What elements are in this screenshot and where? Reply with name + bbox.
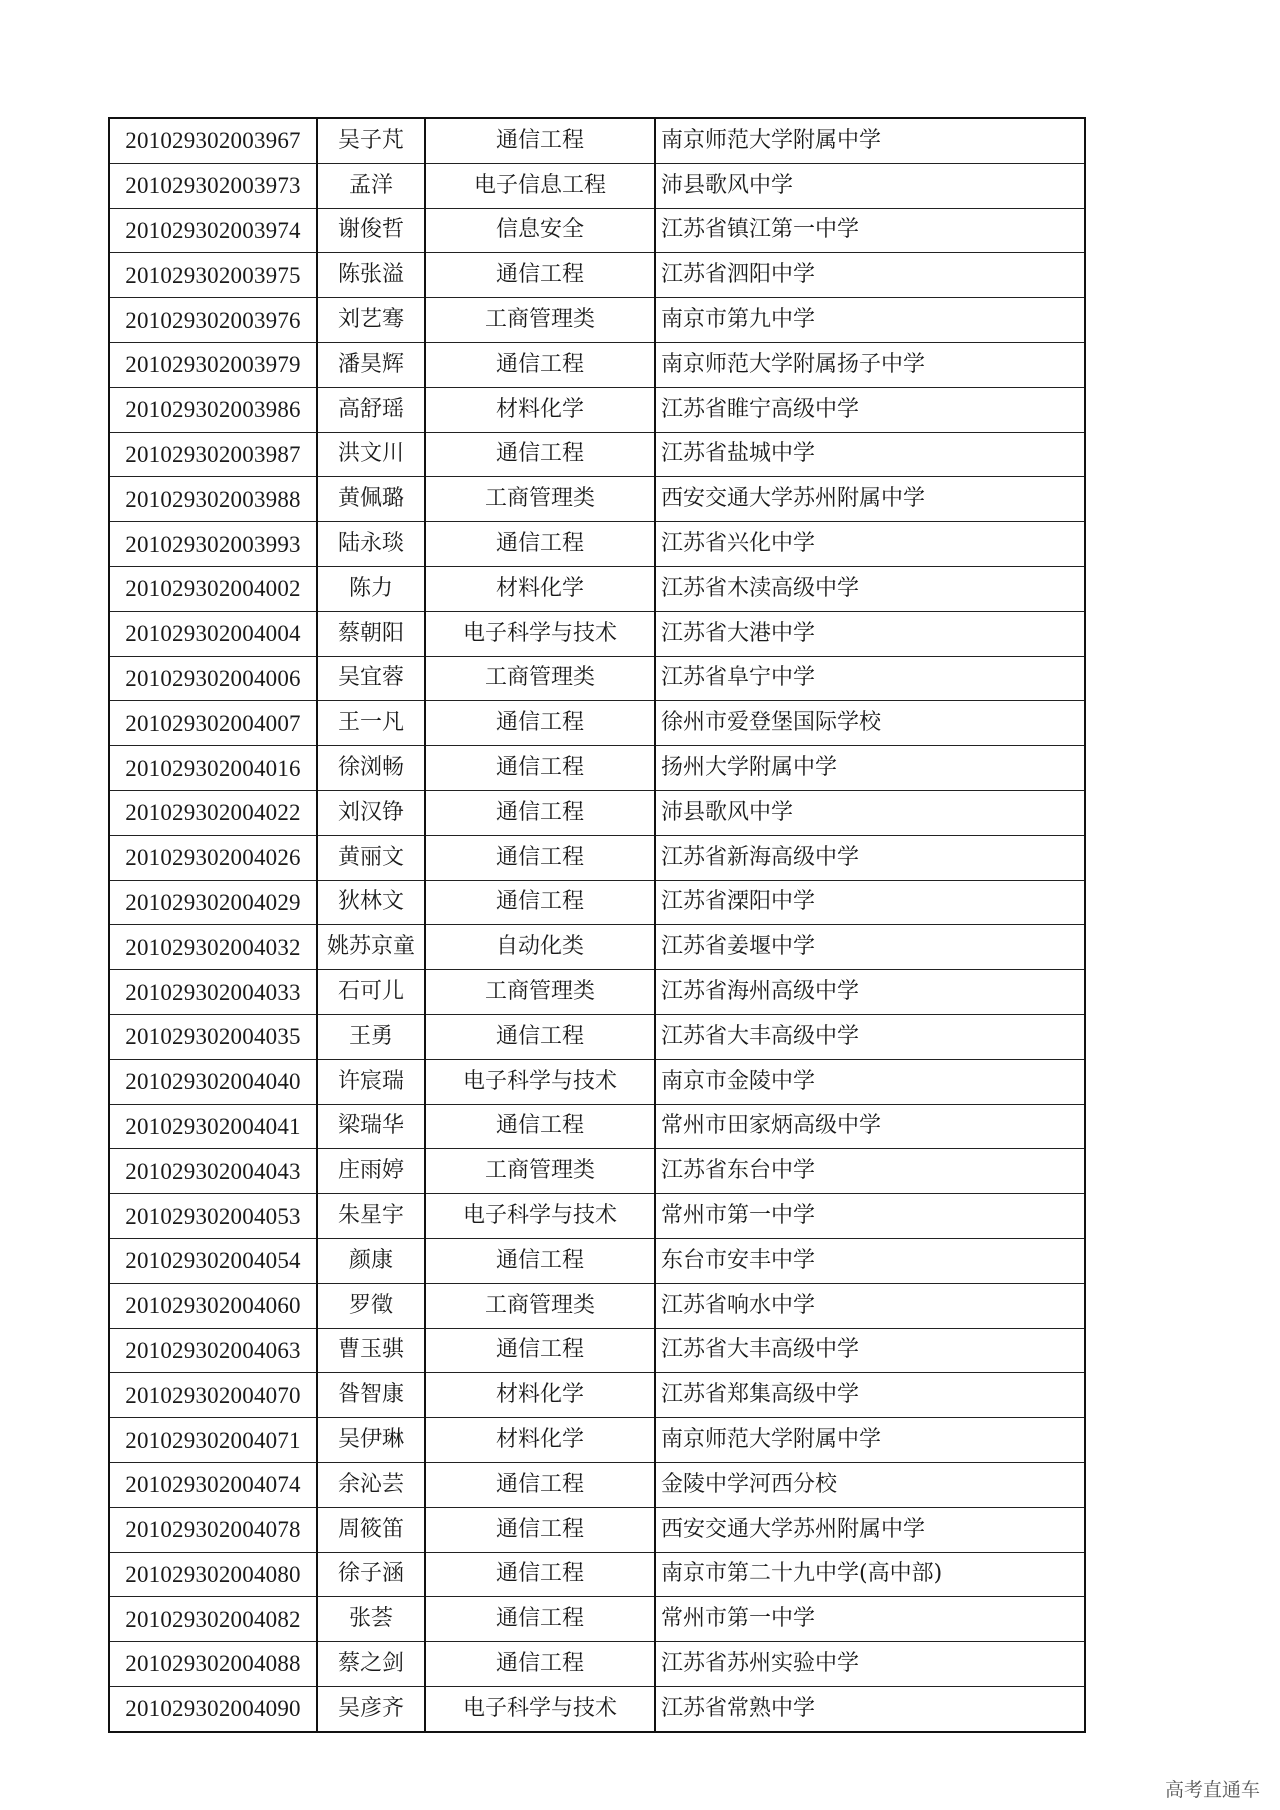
table-row — [109, 118, 1085, 163]
major-cell: 工商管理类 — [425, 1283, 655, 1328]
candidate-id-cell: 201029302004060 — [109, 1283, 317, 1328]
school-cell: 江苏省苏州实验中学 — [655, 1642, 1085, 1687]
major-cell: 电子科学与技术 — [425, 1059, 655, 1104]
major-cell: 通信工程 — [425, 1104, 655, 1149]
major-cell: 材料化学 — [425, 1418, 655, 1463]
candidate-id-cell: 201029302004053 — [109, 1194, 317, 1239]
roster-table-body — [109, 118, 1085, 1732]
table-row — [109, 1104, 1085, 1149]
table-row — [109, 208, 1085, 253]
candidate-id-cell: 201029302004035 — [109, 1014, 317, 1059]
student-name-cell: 狄林文 — [317, 880, 425, 925]
school-cell: 江苏省东台中学 — [655, 1149, 1085, 1194]
candidate-id-cell: 201029302004088 — [109, 1642, 317, 1687]
candidate-id-cell: 201029302003988 — [109, 477, 317, 522]
candidate-id-cell: 201029302004006 — [109, 656, 317, 701]
major-cell: 材料化学 — [425, 387, 655, 432]
candidate-id-cell: 201029302004002 — [109, 566, 317, 611]
major-cell: 工商管理类 — [425, 477, 655, 522]
student-name-cell: 蔡朝阳 — [317, 611, 425, 656]
candidate-id-cell: 201029302004022 — [109, 790, 317, 835]
school-cell: 江苏省大丰高级中学 — [655, 1014, 1085, 1059]
school-cell: 江苏省海州高级中学 — [655, 970, 1085, 1015]
student-name-cell: 庄雨婷 — [317, 1149, 425, 1194]
table-row — [109, 746, 1085, 791]
school-cell: 南京师范大学附属中学 — [655, 118, 1085, 163]
candidate-id-cell: 201029302003986 — [109, 387, 317, 432]
major-cell: 通信工程 — [425, 1462, 655, 1507]
table-row — [109, 477, 1085, 522]
school-cell: 江苏省镇江第一中学 — [655, 208, 1085, 253]
school-cell: 常州市第一中学 — [655, 1194, 1085, 1239]
major-cell: 通信工程 — [425, 1597, 655, 1642]
candidate-id-cell: 201029302004029 — [109, 880, 317, 925]
student-name-cell: 吴子芃 — [317, 118, 425, 163]
major-cell: 自动化类 — [425, 925, 655, 970]
table-row — [109, 1149, 1085, 1194]
student-name-cell: 徐子涵 — [317, 1552, 425, 1597]
school-cell: 江苏省木渎高级中学 — [655, 566, 1085, 611]
student-name-cell: 洪文川 — [317, 432, 425, 477]
table-row — [109, 1373, 1085, 1418]
candidate-id-cell: 201029302004043 — [109, 1149, 317, 1194]
admission-roster-table — [108, 117, 1086, 1733]
student-name-cell: 朱星宇 — [317, 1194, 425, 1239]
student-name-cell: 余沁芸 — [317, 1462, 425, 1507]
school-cell: 江苏省盐城中学 — [655, 432, 1085, 477]
major-cell: 通信工程 — [425, 701, 655, 746]
student-name-cell: 陈力 — [317, 566, 425, 611]
candidate-id-cell: 201029302004090 — [109, 1686, 317, 1731]
candidate-id-cell: 201029302003976 — [109, 298, 317, 343]
major-cell: 通信工程 — [425, 1642, 655, 1687]
major-cell: 信息安全 — [425, 208, 655, 253]
school-cell: 江苏省睢宁高级中学 — [655, 387, 1085, 432]
student-name-cell: 徐浏畅 — [317, 746, 425, 791]
table-row — [109, 253, 1085, 298]
student-name-cell: 周筱笛 — [317, 1507, 425, 1552]
major-cell: 电子信息工程 — [425, 163, 655, 208]
school-cell: 金陵中学河西分校 — [655, 1462, 1085, 1507]
student-name-cell: 陆永琰 — [317, 522, 425, 567]
major-cell: 通信工程 — [425, 1552, 655, 1597]
student-name-cell: 王一凡 — [317, 701, 425, 746]
candidate-id-cell: 201029302003975 — [109, 253, 317, 298]
student-name-cell: 王勇 — [317, 1014, 425, 1059]
table-row — [109, 790, 1085, 835]
student-name-cell: 姚苏京童 — [317, 925, 425, 970]
table-row — [109, 1642, 1085, 1687]
student-name-cell: 张荟 — [317, 1597, 425, 1642]
school-cell: 常州市第一中学 — [655, 1597, 1085, 1642]
school-cell: 江苏省新海高级中学 — [655, 835, 1085, 880]
student-name-cell: 高舒瑶 — [317, 387, 425, 432]
student-name-cell: 吴伊琳 — [317, 1418, 425, 1463]
table-row — [109, 880, 1085, 925]
candidate-id-cell: 201029302004074 — [109, 1462, 317, 1507]
table-row — [109, 522, 1085, 567]
school-cell: 江苏省阜宁中学 — [655, 656, 1085, 701]
candidate-id-cell: 201029302004032 — [109, 925, 317, 970]
table-row — [109, 1552, 1085, 1597]
candidate-id-cell: 201029302004063 — [109, 1328, 317, 1373]
candidate-id-cell: 201029302004071 — [109, 1418, 317, 1463]
school-cell: 江苏省大丰高级中学 — [655, 1328, 1085, 1373]
candidate-id-cell: 201029302004078 — [109, 1507, 317, 1552]
major-cell: 通信工程 — [425, 253, 655, 298]
major-cell: 通信工程 — [425, 1328, 655, 1373]
school-cell: 沛县歌风中学 — [655, 790, 1085, 835]
student-name-cell: 石可儿 — [317, 970, 425, 1015]
major-cell: 工商管理类 — [425, 1149, 655, 1194]
school-cell: 江苏省泗阳中学 — [655, 253, 1085, 298]
major-cell: 工商管理类 — [425, 970, 655, 1015]
school-cell: 南京师范大学附属扬子中学 — [655, 342, 1085, 387]
table-row — [109, 1059, 1085, 1104]
student-name-cell: 吴彦齐 — [317, 1686, 425, 1731]
table-row — [109, 1686, 1085, 1731]
student-name-cell: 刘艺骞 — [317, 298, 425, 343]
school-cell: 江苏省大港中学 — [655, 611, 1085, 656]
watermark-text: 高考直通车 — [1164, 1779, 1260, 1801]
major-cell: 通信工程 — [425, 522, 655, 567]
candidate-id-cell: 201029302004082 — [109, 1597, 317, 1642]
school-cell: 江苏省常熟中学 — [655, 1686, 1085, 1731]
table-row — [109, 163, 1085, 208]
table-row — [109, 1014, 1085, 1059]
major-cell: 通信工程 — [425, 835, 655, 880]
school-cell: 东台市安丰中学 — [655, 1238, 1085, 1283]
table-row — [109, 701, 1085, 746]
major-cell: 通信工程 — [425, 432, 655, 477]
student-name-cell: 蔡之剑 — [317, 1642, 425, 1687]
table-row — [109, 387, 1085, 432]
school-cell: 沛县歌风中学 — [655, 163, 1085, 208]
table-row — [109, 1418, 1085, 1463]
candidate-id-cell: 201029302004070 — [109, 1373, 317, 1418]
candidate-id-cell: 201029302003993 — [109, 522, 317, 567]
table-row — [109, 970, 1085, 1015]
major-cell: 工商管理类 — [425, 656, 655, 701]
candidate-id-cell: 201029302004054 — [109, 1238, 317, 1283]
candidate-id-cell: 201029302004041 — [109, 1104, 317, 1149]
candidate-id-cell: 201029302003979 — [109, 342, 317, 387]
table-row — [109, 611, 1085, 656]
candidate-id-cell: 201029302004004 — [109, 611, 317, 656]
table-row — [109, 298, 1085, 343]
student-name-cell: 梁瑞华 — [317, 1104, 425, 1149]
student-name-cell: 曹玉骐 — [317, 1328, 425, 1373]
student-name-cell: 黄丽文 — [317, 835, 425, 880]
school-cell: 徐州市爱登堡国际学校 — [655, 701, 1085, 746]
table-row — [109, 566, 1085, 611]
major-cell: 通信工程 — [425, 746, 655, 791]
school-cell: 江苏省郑集高级中学 — [655, 1373, 1085, 1418]
school-cell: 南京市第九中学 — [655, 298, 1085, 343]
major-cell: 通信工程 — [425, 1507, 655, 1552]
major-cell: 通信工程 — [425, 1238, 655, 1283]
table-row — [109, 1194, 1085, 1239]
school-cell: 江苏省兴化中学 — [655, 522, 1085, 567]
student-name-cell: 许宸瑞 — [317, 1059, 425, 1104]
student-name-cell: 孟洋 — [317, 163, 425, 208]
candidate-id-cell: 201029302004026 — [109, 835, 317, 880]
student-name-cell: 吴宜蓉 — [317, 656, 425, 701]
candidate-id-cell: 201029302004016 — [109, 746, 317, 791]
candidate-id-cell: 201029302003974 — [109, 208, 317, 253]
student-name-cell: 刘汉铮 — [317, 790, 425, 835]
major-cell: 材料化学 — [425, 566, 655, 611]
major-cell: 通信工程 — [425, 880, 655, 925]
table-row — [109, 1328, 1085, 1373]
candidate-id-cell: 201029302004033 — [109, 970, 317, 1015]
table-row — [109, 432, 1085, 477]
candidate-id-cell: 201029302004040 — [109, 1059, 317, 1104]
major-cell: 电子科学与技术 — [425, 1686, 655, 1731]
school-cell: 西安交通大学苏州附属中学 — [655, 1507, 1085, 1552]
student-name-cell: 谢俊哲 — [317, 208, 425, 253]
candidate-id-cell: 201029302003973 — [109, 163, 317, 208]
table-row — [109, 835, 1085, 880]
table-row — [109, 1238, 1085, 1283]
major-cell: 工商管理类 — [425, 298, 655, 343]
school-cell: 南京市第二十九中学(高中部) — [655, 1552, 1085, 1597]
table-row — [109, 1507, 1085, 1552]
candidate-id-cell: 201029302003967 — [109, 118, 317, 163]
school-cell: 江苏省响水中学 — [655, 1283, 1085, 1328]
school-cell: 扬州大学附属中学 — [655, 746, 1085, 791]
major-cell: 通信工程 — [425, 118, 655, 163]
student-name-cell: 潘昊辉 — [317, 342, 425, 387]
table-row — [109, 342, 1085, 387]
table-row — [109, 1597, 1085, 1642]
table-row — [109, 1462, 1085, 1507]
major-cell: 电子科学与技术 — [425, 1194, 655, 1239]
major-cell: 电子科学与技术 — [425, 611, 655, 656]
school-cell: 江苏省姜堰中学 — [655, 925, 1085, 970]
school-cell: 常州市田家炳高级中学 — [655, 1104, 1085, 1149]
student-name-cell: 昝智康 — [317, 1373, 425, 1418]
major-cell: 通信工程 — [425, 790, 655, 835]
student-name-cell: 陈张溢 — [317, 253, 425, 298]
school-cell: 江苏省溧阳中学 — [655, 880, 1085, 925]
table-row — [109, 656, 1085, 701]
school-cell: 南京师范大学附属中学 — [655, 1418, 1085, 1463]
table-row — [109, 1283, 1085, 1328]
school-cell: 西安交通大学苏州附属中学 — [655, 477, 1085, 522]
major-cell: 材料化学 — [425, 1373, 655, 1418]
major-cell: 通信工程 — [425, 1014, 655, 1059]
student-name-cell: 黄佩璐 — [317, 477, 425, 522]
candidate-id-cell: 201029302003987 — [109, 432, 317, 477]
table-row — [109, 925, 1085, 970]
school-cell: 南京市金陵中学 — [655, 1059, 1085, 1104]
major-cell: 通信工程 — [425, 342, 655, 387]
student-name-cell: 罗徵 — [317, 1283, 425, 1328]
candidate-id-cell: 201029302004007 — [109, 701, 317, 746]
student-name-cell: 颜康 — [317, 1238, 425, 1283]
candidate-id-cell: 201029302004080 — [109, 1552, 317, 1597]
